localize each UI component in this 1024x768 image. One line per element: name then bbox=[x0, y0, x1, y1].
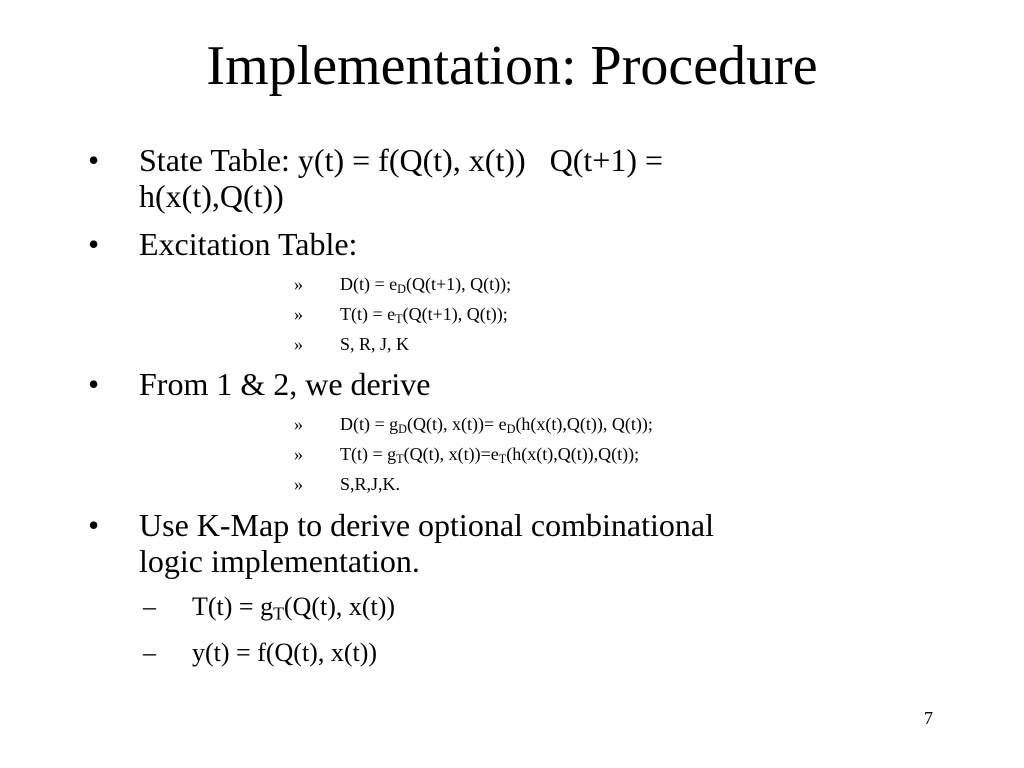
sub-bullet-marker: » bbox=[294, 304, 303, 324]
bullet-text-line: From 1 & 2, we derive bbox=[139, 366, 431, 402]
formula-text: D(t) = e bbox=[340, 274, 398, 294]
dash-marker: – bbox=[143, 638, 156, 667]
bullet-marker: • bbox=[88, 366, 100, 402]
formula-text: (Q(t+1), Q(t)); bbox=[402, 304, 508, 324]
subscript: T bbox=[273, 603, 284, 624]
subscript: T bbox=[396, 452, 404, 467]
subscript: D bbox=[397, 282, 406, 297]
bullet-text-line: logic implementation. bbox=[139, 543, 420, 579]
bullet-text-line: h(x(t),Q(t)) bbox=[139, 178, 284, 214]
page-number: 7 bbox=[924, 708, 933, 728]
slide-title: Implementation: Procedure bbox=[206, 35, 818, 97]
sub-bullet-marker: » bbox=[294, 474, 303, 494]
subscript: T bbox=[498, 452, 507, 467]
formula-text: T(t) = g bbox=[192, 592, 274, 621]
formula-text: S,R,J,K. bbox=[340, 474, 401, 494]
bullet-text-line: Use K-Map to derive optional combinational bbox=[139, 507, 714, 543]
formula-text: (Q(t), x(t))= e bbox=[406, 414, 507, 434]
bullet-text-line: Excitation Table: bbox=[139, 226, 358, 262]
bullet-marker: • bbox=[88, 142, 100, 178]
formula-text: T(t) = g bbox=[340, 444, 397, 464]
sub-bullet-marker: » bbox=[294, 414, 303, 434]
formula-text: (h(x(t),Q(t)),Q(t)); bbox=[506, 444, 640, 464]
formula-text: (Q(t+1), Q(t)); bbox=[405, 274, 512, 294]
formula-text: (h(x(t),Q(t)), Q(t)); bbox=[515, 414, 653, 434]
bullet-text-line: State Table: y(t) = f(Q(t), x(t)) Q(t+1) = bbox=[139, 142, 664, 178]
sub-bullet-marker: » bbox=[294, 274, 303, 294]
formula-text: S, R, J, K bbox=[340, 334, 410, 354]
bullet-marker: • bbox=[88, 507, 100, 543]
dash-marker: – bbox=[143, 592, 156, 621]
formula-text: (Q(t), x(t)) bbox=[283, 592, 396, 621]
formula-text: y(t) = f(Q(t), x(t)) bbox=[192, 638, 378, 667]
formula-text: (Q(t), x(t))=e bbox=[403, 444, 499, 464]
sub-bullet-marker: » bbox=[294, 444, 303, 464]
subscript: D bbox=[506, 422, 516, 437]
sub-bullet-marker: » bbox=[294, 334, 303, 354]
formula-text: T(t) = e bbox=[340, 304, 396, 324]
subscript: T bbox=[395, 312, 403, 327]
formula-text: D(t) = g bbox=[340, 414, 399, 434]
subscript: D bbox=[398, 422, 407, 437]
bullet-marker: • bbox=[88, 226, 100, 262]
